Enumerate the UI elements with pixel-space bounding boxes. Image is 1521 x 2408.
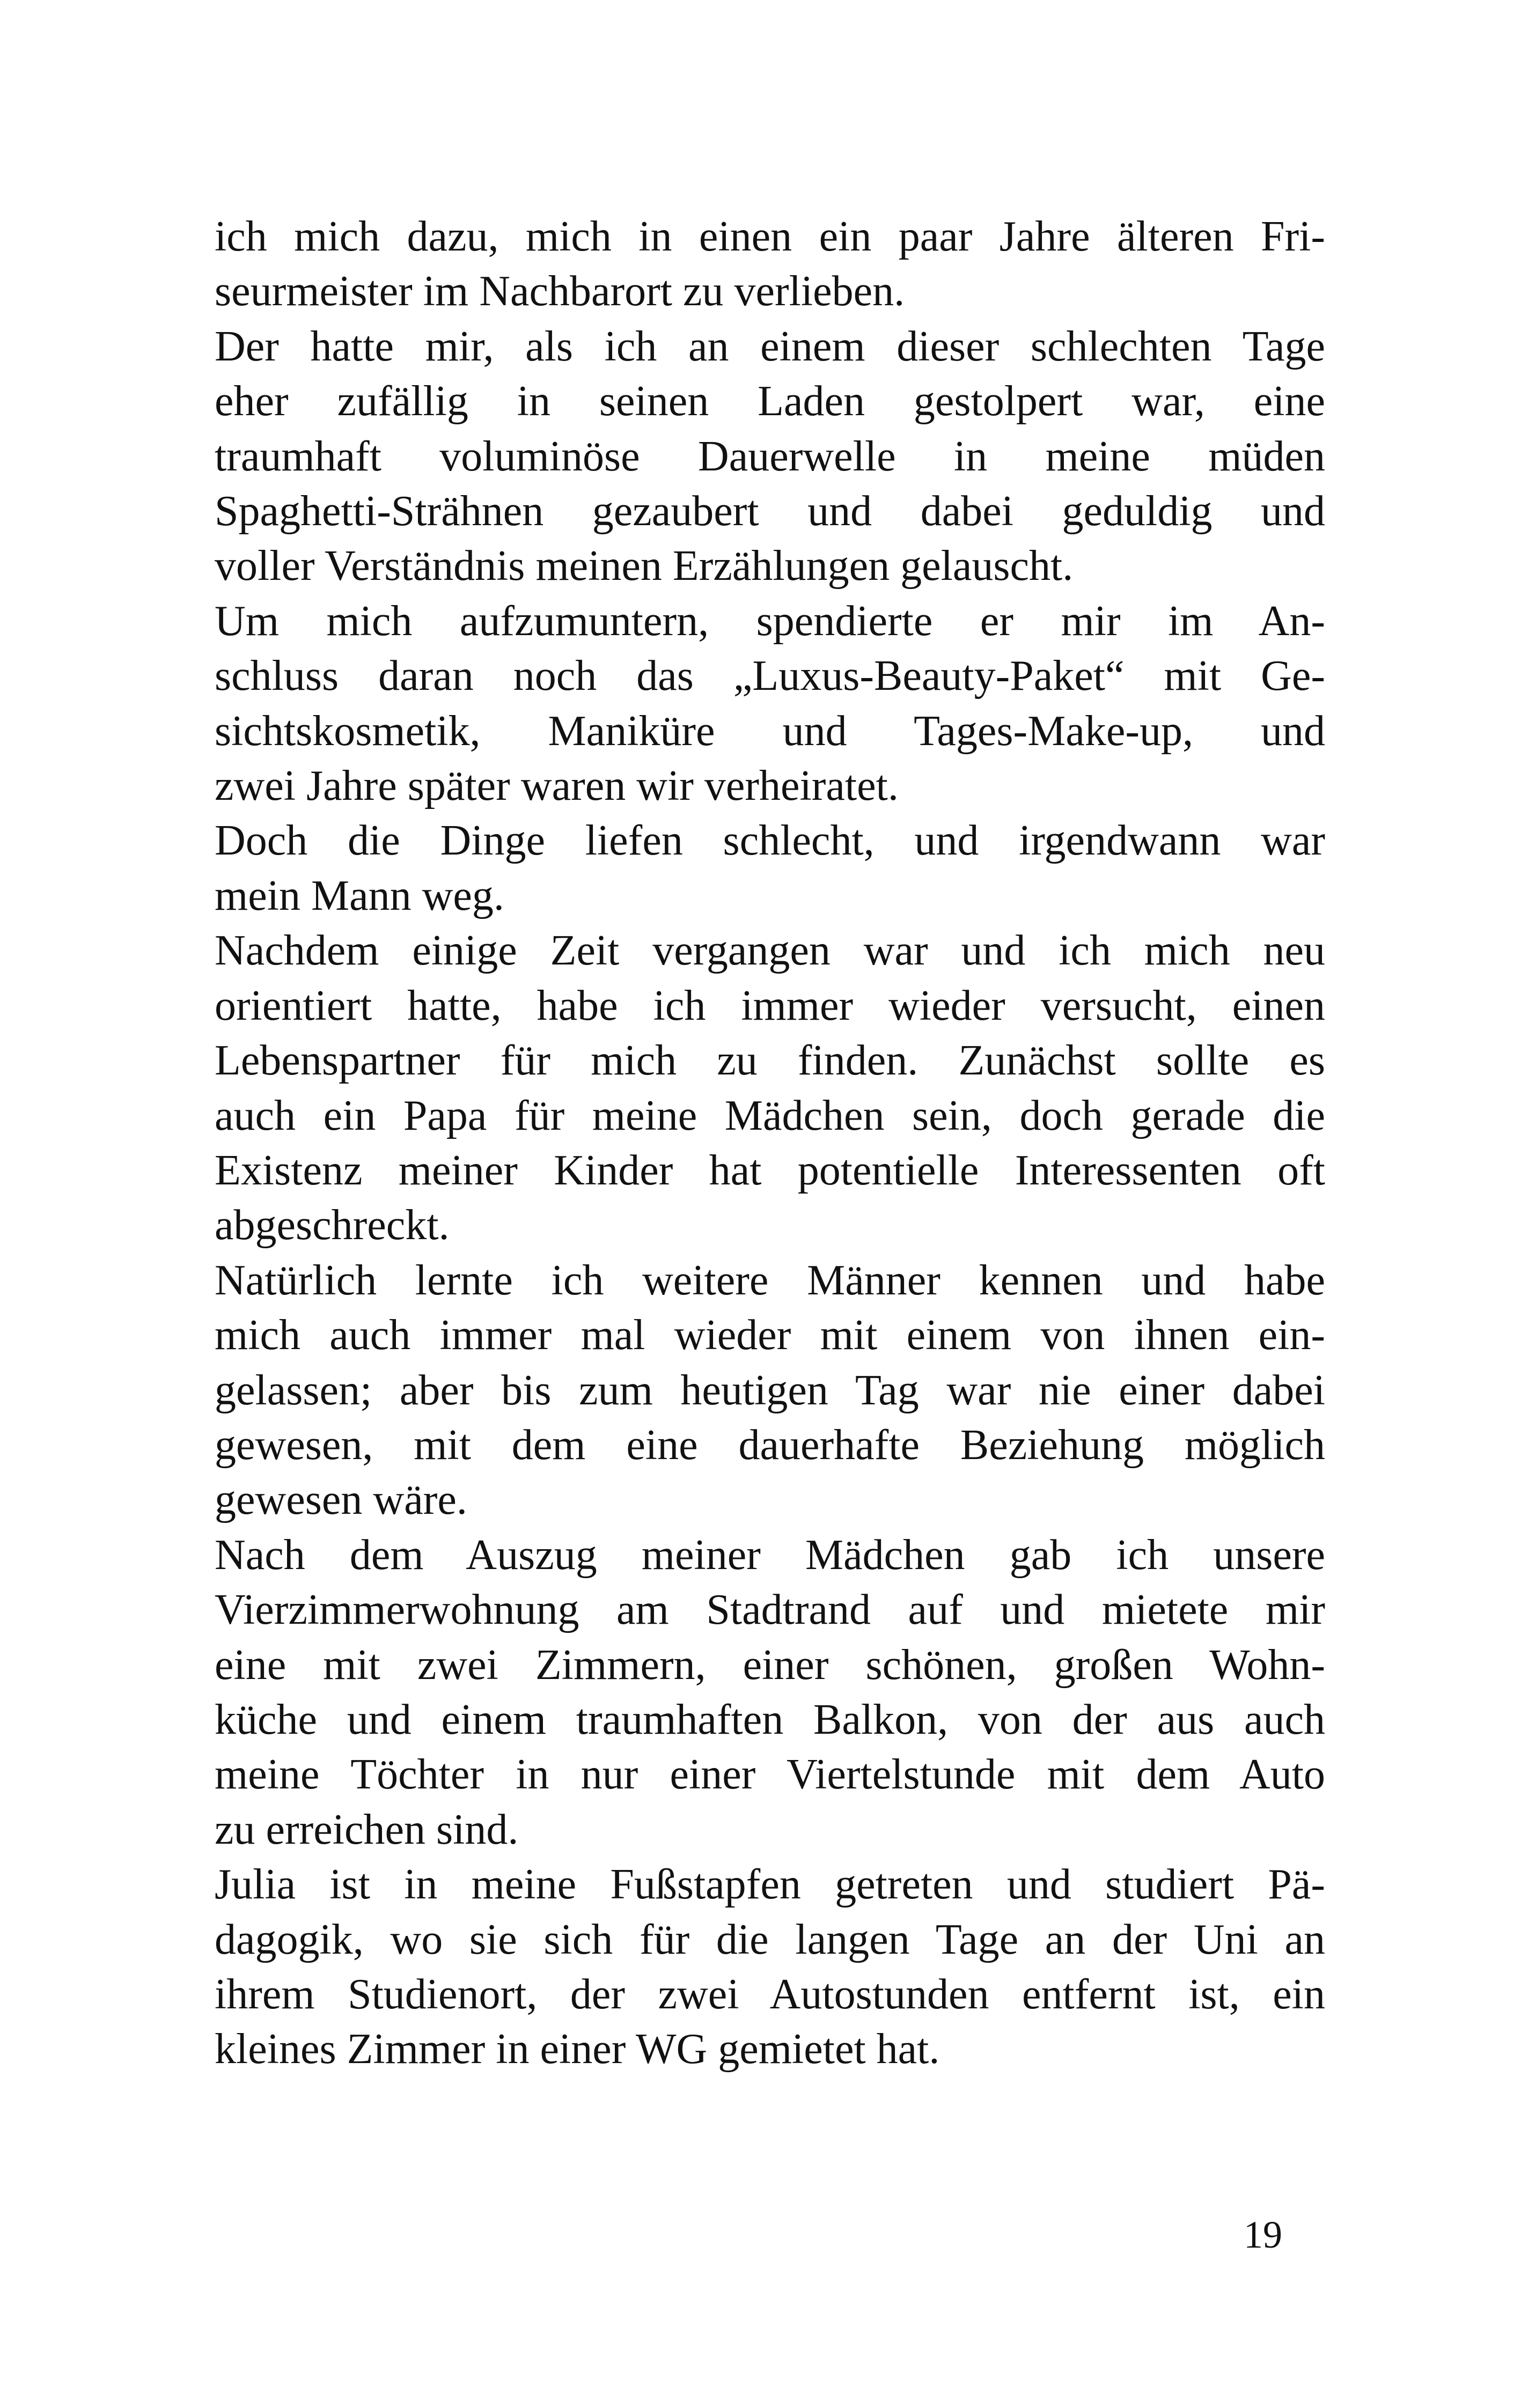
text-line: Nach dem Auszug meiner Mädchen gab ich unsere [215, 1531, 1325, 1579]
text-line: Lebenspartner für mich zu finden. Zunächst sollte es [215, 1037, 1325, 1085]
paragraph [215, 209, 1325, 319]
text-line: eher zufällig in seinen Laden gestolpert war, eine [215, 378, 1325, 425]
text-line: gewesen, mit dem eine dauerhafte Beziehung möglich [215, 1421, 1325, 1469]
text-line: Julia ist in meine Fußstapfen getreten und studiert Pä- [215, 1861, 1325, 1909]
text-line: zwei Jahre später waren wir verheiratet. [215, 762, 899, 810]
text-line: Nachdem einige Zeit vergangen war und ich mich neu [215, 927, 1325, 975]
text-line: voller Verständnis meinen Erzählungen gelauscht. [215, 542, 1074, 590]
text-line: sichtskosmetik, Maniküre und Tages-Make-up, und [215, 707, 1325, 755]
text-line: Natürlich lernte ich weitere Männer kennen und habe [215, 1256, 1325, 1304]
text-line: kleines Zimmer in einer WG gemietet hat. [215, 2026, 940, 2073]
paragraph [215, 1528, 1325, 1857]
paragraph [215, 923, 1325, 1253]
text-line: traumhaft voluminöse Dauerwelle in meine müden [215, 432, 1325, 480]
paragraph [215, 813, 1325, 923]
text-line: gewesen wäre. [215, 1476, 467, 1524]
paragraph [215, 319, 1325, 594]
text-line: eine mit zwei Zimmern, einer schönen, großen Wohn- [215, 1641, 1325, 1689]
page-number: 19 [1244, 2213, 1282, 2256]
text-line: mein Mann weg. [215, 872, 504, 919]
text-line: abgeschreckt. [215, 1202, 450, 1249]
text-line: Spaghetti-Strähnen gezaubert und dabei geduldig und [215, 488, 1325, 535]
text-line: schluss daran noch das „Luxus-Beauty-Paket“ mit Ge- [215, 652, 1325, 700]
text-line: orientiert hatte, habe ich immer wieder versucht, einen [215, 982, 1325, 1029]
text-line: küche und einem traumhaften Balkon, von der aus auch [215, 1696, 1325, 1743]
text-line: dagogik, wo sie sich für die langen Tage an der Uni an [215, 1916, 1325, 1963]
text-line: auch ein Papa für meine Mädchen sein, doch gerade die [215, 1092, 1325, 1139]
text-line: zu erreichen sind. [215, 1806, 519, 1853]
body-text [215, 209, 1325, 2077]
text-line: seurmeister im Nachbarort zu verlieben. [215, 268, 905, 315]
text-line: Existenz meiner Kinder hat potentielle Interessenten oft [215, 1146, 1325, 1194]
text-line: ich mich dazu, mich in einen ein paar Jahre älteren Fri- [215, 213, 1325, 260]
text-line: Der hatte mir, als ich an einem dieser schlechten Tage [215, 322, 1325, 370]
text-line: meine Töchter in nur einer Viertelstunde mit dem Auto [215, 1751, 1325, 1799]
paragraph [215, 1253, 1325, 1528]
text-line: mich auch immer mal wieder mit einem von ihnen ein- [215, 1312, 1325, 1359]
paragraph [215, 1857, 1325, 2077]
text-line: ihrem Studienort, der zwei Autostunden entfernt ist, ein [215, 1971, 1325, 2018]
paragraph [215, 594, 1325, 814]
text-line: Um mich aufzumuntern, spendierte er mir im An- [215, 597, 1325, 645]
text-line: Vierzimmerwohnung am Stadtrand auf und mietete mir [215, 1586, 1325, 1634]
text-line: Doch die Dinge liefen schlecht, und irgendwann war [215, 817, 1325, 865]
text-line: gelassen; aber bis zum heutigen Tag war nie einer dabei [215, 1366, 1325, 1414]
